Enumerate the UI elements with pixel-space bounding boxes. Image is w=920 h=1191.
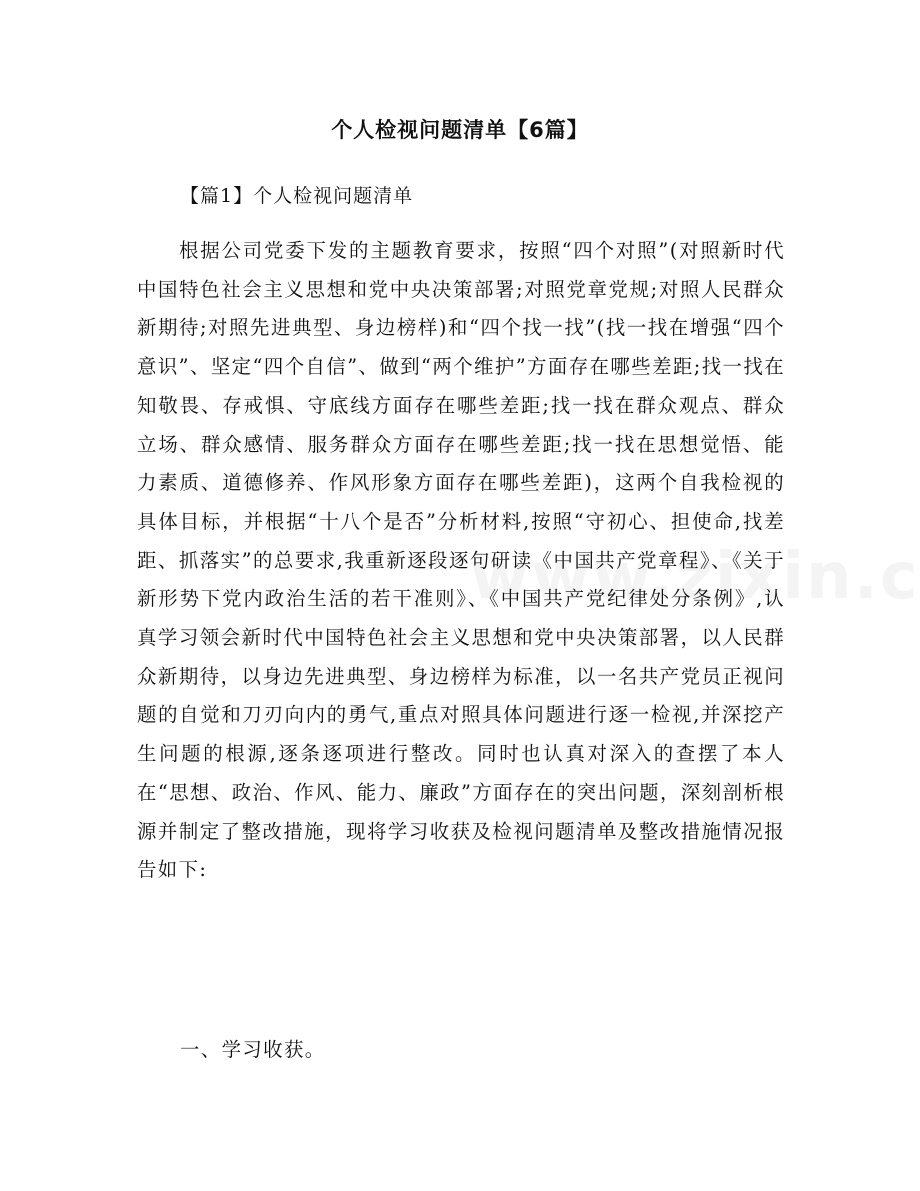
section-heading: 【篇1】个人检视问题清单 (180, 185, 414, 207)
subheading-learning-gains: 一、学习收获。 (180, 1038, 326, 1061)
document-title: 个人检视问题清单【6篇】 (331, 118, 589, 142)
body-paragraph: 根据公司党委下发的主题教育要求，按照“四个对照”(对照新时代中国特色社会主义思想和党中央决策部署;对照党章党规;对照人民群众新期待;对照先进典型、身边榜样)和“四个找一找”(找一找在增强“四个意识”、坚定“四个自信”、做到“两个维护”方面存在哪些差距;找一找在知敬畏、存戒惧、守底线方面存在哪些差距;找一找在群众观点、群众立场、群众感情、服务群众方面存在哪些差距;找一找在思想觉悟、能力素质、道德修养、作风形象方面存在哪些差距)，这两个自我检视的具体目标，并根据“十八个是否”分析材料,按照“守初心、担使命,找差距、抓落实”的总要求,我重新逐段逐句研读《中国共产党章程》、《关于新形势下党内政治生活的若干准则》、《中国共产党纪律处分条例》,认真学习领会新时代中国特色社会主义思想和党中央决策部署，以人民群众新期待，以身边先进典型、身边榜样为标准，以一名共产党员正视问题的自觉和刀刃向内的勇气,重点对照具体问题进行逐一检视,并深挖产生问题的根源,逐条逐项进行整改。同时也认真对深入的查摆了本人在“思想、政治、作风、能力、廉政”方面存在的突出问题，深刻剖析根源并制定了整改措施，现将学习收获及检视问题清单及整改措施情况报告如下: (137, 239, 785, 882)
